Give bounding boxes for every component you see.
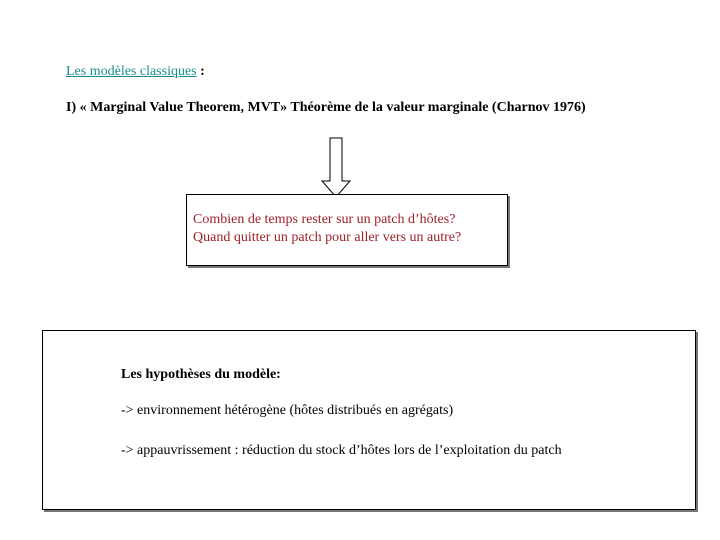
hypothesis-item: -> appauvrissement : réduction du stock d’hôtes lors de l’exploitation du patch: [121, 443, 562, 458]
question-line-2: Quand quitter un patch pour aller vers un autre?: [193, 230, 462, 245]
hypotheses-box: [42, 330, 696, 510]
heading-link[interactable]: Les modèles classiques: [66, 64, 197, 79]
question-box: [186, 194, 508, 266]
heading-colon: :: [196, 64, 205, 79]
question-line-1: Combien de temps rester sur un patch d’hôtes?: [193, 212, 456, 227]
section-heading: [66, 64, 205, 80]
down-arrow-icon: [321, 137, 351, 199]
hypothesis-item: -> environnement hétérogène (hôtes distribués en agrégats): [121, 403, 454, 418]
theorem-title: I) « Marginal Value Theorem, MVT» Théorème de la valeur marginale (Charnov 1976): [66, 100, 586, 115]
hypotheses-title: Les hypothèses du modèle:: [121, 367, 281, 382]
